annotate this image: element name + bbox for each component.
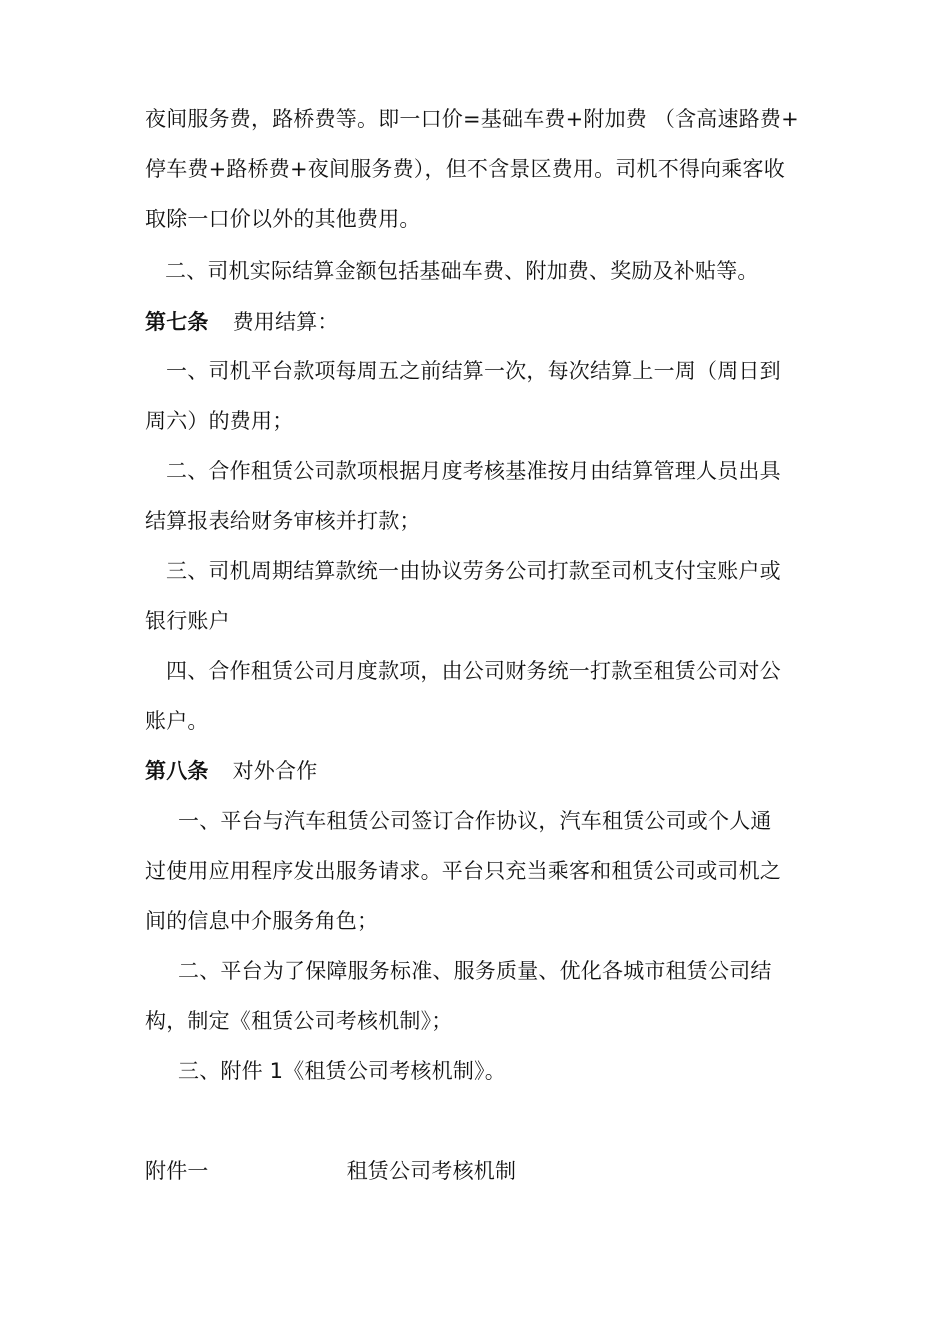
article-8-title: 对外合作: [232, 759, 318, 783]
clause-line-7: 二、合作租赁公司款项根据月度考核基准按月由结算管理人员出具: [166, 459, 781, 483]
clause-line-9: 三、司机周期结算款统一由协议劳务公司打款至司机支付宝账户或: [166, 559, 781, 583]
appendix-title: 租赁公司考核机制: [346, 1159, 517, 1183]
article-7-heading: [145, 307, 339, 337]
article-8-number: 第八条: [145, 759, 209, 783]
clause-line-5: 一、司机平台款项每周五之前结算一次，每次结算上一周（周日到: [166, 359, 781, 383]
clause-line-11: 四、合作租赁公司月度款项，由公司财务统一打款至租赁公司对公: [166, 659, 781, 683]
article-7-number: 第七条: [145, 310, 209, 334]
clause-line-8: 结算报表给财务审核并打款；: [145, 509, 421, 533]
appendix-label: 附件一: [145, 1159, 209, 1183]
clause-line-4: 二、司机实际结算金额包括基础车费、附加费、奖励及补贴等。: [165, 259, 759, 283]
clause-line-14: 过使用应用程序发出服务请求。平台只充当乘客和租赁公司或司机之: [145, 859, 781, 883]
clause-line-17: 构，制定《租赁公司考核机制》；: [145, 1009, 453, 1033]
clause-line-6: 周六）的费用；: [145, 409, 294, 433]
article-7-title: 费用结算：: [232, 310, 339, 334]
clause-line-16: 二、平台为了保障服务标准、服务质量、优化各城市租赁公司结: [178, 959, 772, 983]
paragraph-line-3: 取除一口价以外的其他费用。: [145, 207, 421, 231]
clause-line-15: 间的信息中介服务角色；: [145, 909, 379, 933]
clause-line-12: 账户。: [145, 709, 209, 733]
paragraph-line-2: 停车费+路桥费+夜间服务费），但不含景区费用。司机不得向乘客收: [145, 157, 785, 181]
appendix-heading: [145, 1156, 516, 1186]
clause-line-10: 银行账户: [145, 609, 230, 633]
clause-line-13: 一、平台与汽车租赁公司签订合作协议，汽车租赁公司或个人通: [178, 809, 772, 833]
clause-line-18: 三、附件 1《租赁公司考核机制》。: [178, 1059, 506, 1083]
paragraph-line-1: 夜间服务费，路桥费等。即一口价=基础车费+附加费 （含高速路费+: [145, 107, 799, 131]
article-8-heading: [145, 756, 317, 786]
